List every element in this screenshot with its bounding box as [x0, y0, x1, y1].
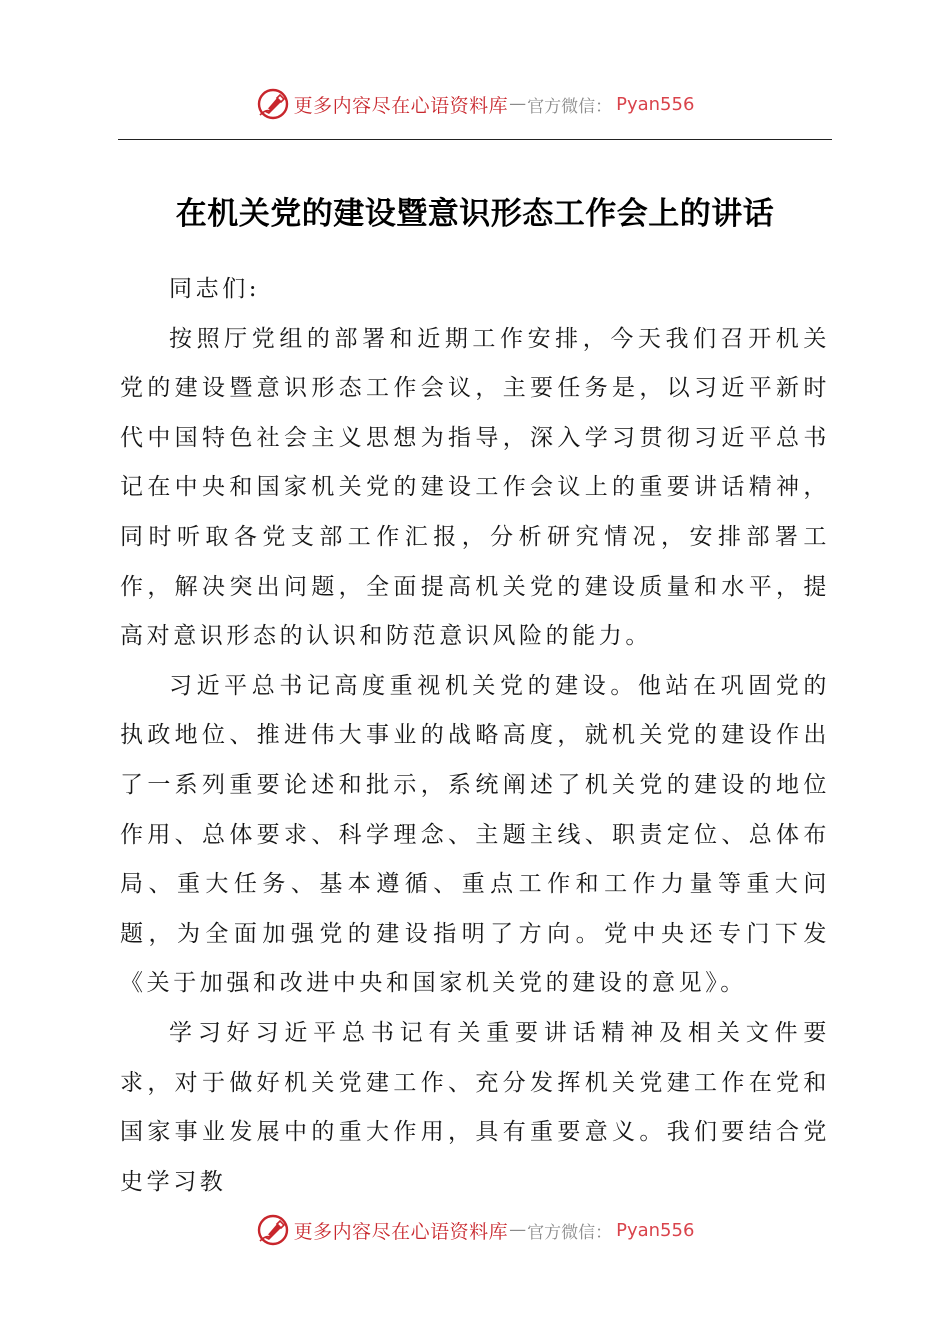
header-divider	[118, 139, 832, 140]
header-banner	[0, 84, 950, 124]
banner-separator: —	[509, 94, 527, 114]
banner-brand: 更多内容尽在心语资料库	[293, 94, 509, 117]
banner-wechat-id: Pyan556	[616, 1219, 695, 1241]
footer-banner	[0, 1210, 950, 1250]
document-body	[120, 265, 830, 1207]
document-title: 在机关党的建设暨意识形态工作会上的讲话	[175, 196, 775, 232]
banner-wechat-id: Pyan556	[616, 93, 695, 115]
banner-separator: —	[509, 1220, 527, 1240]
pen-nib-logo-icon	[256, 1213, 290, 1247]
paragraph: 习近平总书记高度重视机关党的建设。他站在巩固党的执政地位、推进伟大事业的战略高度，就机关党的建设作出了一系列重要论述和批示，系统阐述了机关党的建设的地位作用、总体要求、科学理念、主题主线、职责定位、总体布局、重大任务、基本遵循、重点工作和工作力量等重大问题，为全面加强党的建设指明了方向。党中央还专门下发《关于加强和改进中央和国家机关党的建设的意见》。	[120, 672, 830, 997]
pen-nib-logo-icon	[256, 87, 290, 121]
banner-contact-label: 官方微信：	[527, 96, 613, 117]
paragraph: 按照厅党组的部署和近期工作安排，今天我们召开机关党的建设暨意识形态工作会议，主要任务是，以习近平新时代中国特色社会主义思想为指导，深入学习贯彻习近平总书记在中央和国家机关党的建设工作会议上的重要讲话精神，同时听取各党支部工作汇报，分析研究情况，安排部署工作，解决突出问题，全面提高机关党的建设质量和水平，提高对意识形态的认识和防范意识风险的能力。	[120, 325, 830, 650]
salutation: 同志们:	[169, 276, 261, 302]
banner-contact-label: 官方微信：	[527, 1222, 613, 1243]
banner-brand: 更多内容尽在心语资料库	[293, 1220, 509, 1243]
paragraph: 学习好习近平总书记有关重要讲话精神及相关文件要求，对于做好机关党建工作、充分发挥机关党建工作在党和国家事业发展中的重大作用，具有重要意义。我们要结合党史学习教	[120, 1019, 830, 1195]
